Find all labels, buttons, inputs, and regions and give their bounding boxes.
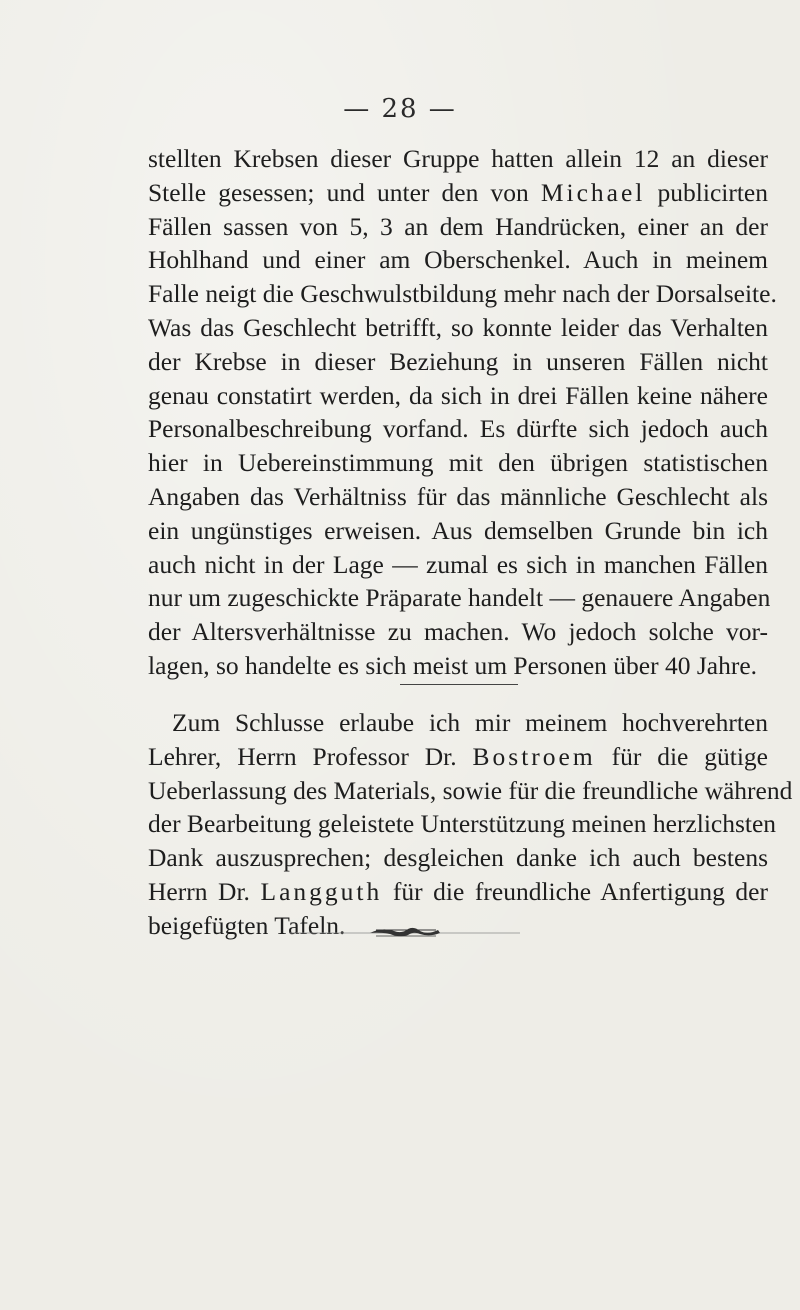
text-line: Personalbeschreibung vorfand. Es dürfte sich jedoch auch: [148, 414, 768, 444]
spaced-name: Bostroem: [472, 741, 596, 771]
text-line: Herrn Dr. Langguth für die freundliche Anfertigung der: [148, 876, 768, 906]
text-line: Fällen sassen von 5, 3 an dem Handrücken, einer an der: [148, 211, 768, 241]
text-line: der Altersverhältnisse zu machen. Wo jedoch solche vor-: [148, 617, 768, 647]
section-separator: [400, 684, 518, 685]
text-line: ein ungünstiges erweisen. Aus demselben Grunde bin ich: [148, 515, 768, 545]
text-line: nur um zugeschickte Präparate handelt — genauere Angaben: [148, 583, 771, 613]
text-line: hier in Uebereinstimmung mit den übrigen statistischen: [148, 448, 768, 478]
text-line: Hohlhand und einer am Oberschenkel. Auch in meinem: [148, 245, 768, 275]
text-line: Zum Schlusse erlaube ich mir meinem hochverehrten: [172, 708, 768, 737]
text-line: Angaben das Verhältniss für das männliche Geschlecht als: [148, 481, 768, 511]
text-line: der Krebse in dieser Beziehung in unseren Fällen nicht: [148, 346, 768, 376]
text-line: beigefügten Tafeln.: [148, 910, 346, 940]
page-number: — 28 —: [343, 94, 457, 124]
text-line: Ueberlassung des Materials, sowie für die freundliche während: [148, 775, 793, 805]
text-line: Lehrer, Herrn Professor Dr. Bostroem für die gütige: [148, 741, 768, 771]
text-line: Dank auszusprechen; desgleichen danke ich auch bestens: [148, 843, 768, 873]
paragraph-1: [148, 142, 777, 683]
text-line: genau constatirt werden, da sich in drei Fällen keine nähere: [148, 380, 768, 410]
text-line: auch nicht in der Lage — zumal es sich in manchen Fällen: [148, 549, 768, 579]
text-line: der Bearbeitung geleistete Unterstützung meinen herzlichsten: [148, 809, 777, 839]
text-line: Was das Geschlecht betrifft, so konnte leider das Verhalten: [148, 312, 768, 342]
text-line: lagen, so handelte es sich meist um Personen über 40 Jahre.: [148, 650, 758, 680]
spaced-name: Langguth: [260, 876, 383, 906]
spaced-name: Michael: [540, 177, 646, 207]
text-line: Falle neigt die Geschwulstbildung mehr nach der Dorsalseite.: [148, 279, 777, 309]
text-line: Stelle gesessen; und unter den von Michael publicirten: [148, 177, 768, 207]
paragraph-2: [148, 706, 793, 943]
text-line: stellten Krebsen dieser Gruppe hatten allein 12 an dieser: [148, 144, 768, 173]
end-ornament-icon: [290, 925, 520, 939]
